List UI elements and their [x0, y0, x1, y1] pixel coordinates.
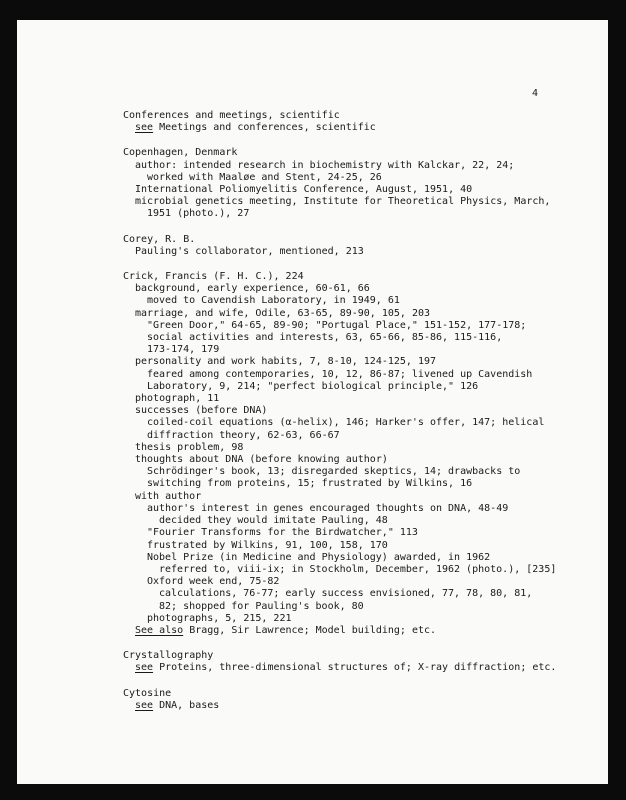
entry-subline — [123, 172, 563, 184]
entry-heading: Cytosine — [123, 687, 172, 699]
entry-heading: Conferences and meetings, scientific — [123, 110, 340, 121]
entry-subline — [123, 442, 563, 454]
cross-reference-label: See also — [135, 624, 184, 636]
subline-text: Oxford week end, 75-82 — [147, 576, 280, 588]
entry-subline — [123, 208, 563, 220]
entry-subline — [123, 369, 563, 381]
cross-reference-label: see — [135, 699, 154, 711]
entry-subline — [123, 700, 563, 712]
entry-subline — [123, 503, 563, 515]
entry-subline — [123, 552, 563, 564]
subline-text: successes (before DNA) — [135, 405, 268, 417]
subline-text: photographs, 5, 215, 221 — [147, 612, 292, 624]
entry-subline — [123, 466, 563, 478]
subline-text: thoughts about DNA (before knowing author) — [135, 454, 388, 466]
subline-text: Laboratory, 9, 214; "perfect biological principle," 126 — [147, 380, 479, 392]
entry-subline — [123, 515, 563, 527]
cross-reference-label: see — [135, 662, 154, 674]
index-entry — [123, 688, 563, 712]
entry-subline — [123, 478, 563, 490]
cross-reference-label: see — [135, 122, 154, 134]
entry-subline — [123, 564, 563, 576]
subline-text: microbial genetics meeting, Institute for Theoretical Physics, March, — [135, 196, 551, 208]
subline-text: feared among contemporaries, 10, 12, 86-87; livened up Cavendish — [147, 368, 533, 380]
entry-heading: Copenhagen, Denmark — [123, 147, 238, 159]
subline-text: DNA, bases — [153, 699, 220, 711]
entry-subline — [123, 344, 563, 356]
entry-subline — [123, 405, 563, 417]
entry-heading: Corey, R. B. — [123, 233, 196, 245]
subline-text: International Poliomyelitis Conference, August, 1951, 40 — [135, 184, 473, 196]
index-entry — [123, 650, 563, 674]
entry-subline — [123, 625, 563, 637]
subline-text: 173-174, 179 — [147, 344, 220, 356]
subline-text: social activities and interests, 63, 65-66, 85-86, 115-116, — [147, 332, 503, 344]
entry-subline — [123, 122, 563, 134]
subline-text: Pauling's collaborator, mentioned, 213 — [135, 245, 364, 257]
entry-subline — [123, 430, 563, 442]
subline-text: worked with Maaløe and Stent, 24-25, 26 — [147, 171, 382, 183]
entry-heading: Crystallography — [123, 650, 214, 662]
index-entry — [123, 147, 563, 220]
subline-text: decided they would imitate Pauling, 48 — [159, 515, 388, 527]
subline-text: with author — [135, 490, 202, 502]
subline-text: Schrödinger's book, 13; disregarded skeptics, 14; drawbacks to — [147, 466, 521, 478]
entry-subline — [123, 491, 563, 503]
entry-subline — [123, 540, 563, 552]
subline-text: calculations, 76-77; early success envisioned, 77, 78, 80, 81, — [159, 588, 533, 600]
entry-subline — [123, 308, 563, 320]
entry-subline — [123, 356, 563, 368]
subline-text: thesis problem, 98 — [135, 441, 244, 453]
entry-subline — [123, 196, 563, 208]
entry-subline — [123, 662, 563, 674]
entry-subline — [123, 246, 563, 258]
entry-subline — [123, 588, 563, 600]
subline-text: 82; shopped for Pauling's book, 80 — [159, 600, 364, 612]
subline-text: coiled-coil equations (α-helix), 146; Harker's offer, 147; helical — [147, 417, 545, 429]
entry-subline — [123, 601, 563, 613]
entry-subline — [123, 332, 563, 344]
subline-text: frustrated by Wilkins, 91, 100, 158, 170 — [147, 539, 388, 551]
subline-text: Bragg, Sir Lawrence; Model building; etc. — [183, 624, 437, 636]
subline-text: author's interest in genes encouraged thoughts on DNA, 48-49 — [147, 502, 509, 514]
entry-subline — [123, 393, 563, 405]
entry-subline — [123, 381, 563, 393]
index-content — [123, 110, 563, 725]
entry-subline — [123, 295, 563, 307]
subline-text: "Green Door," 64-65, 89-90; "Portugal Place," 151-152, 177-178; — [147, 319, 527, 331]
subline-text: Meetings and conferences, scientific — [153, 122, 376, 134]
index-entry — [123, 110, 563, 134]
entry-subline — [123, 417, 563, 429]
subline-text: background, early experience, 60-61, 66 — [135, 283, 370, 295]
subline-text: photograph, 11 — [135, 393, 220, 405]
entry-subline — [123, 283, 563, 295]
subline-text: moved to Cavendish Laboratory, in 1949, 61 — [147, 295, 400, 307]
subline-text: diffraction theory, 62-63, 66-67 — [147, 429, 340, 441]
entry-subline — [123, 160, 563, 172]
entry-heading: Crick, Francis (F. H. C.), 224 — [123, 271, 304, 283]
entry-subline — [123, 613, 563, 625]
index-entry — [123, 271, 563, 637]
entry-subline — [123, 454, 563, 466]
subline-text: author: intended research in biochemistry with Kalckar, 22, 24; — [135, 159, 515, 171]
entry-subline — [123, 184, 563, 196]
page-number: 4 — [532, 88, 539, 99]
subline-text: 1951 (photo.), 27 — [147, 208, 250, 220]
subline-text: referred to, viii-ix; in Stockholm, December, 1962 (photo.), [235] — [159, 563, 557, 575]
subline-text: personality and work habits, 7, 8-10, 124-125, 197 — [135, 356, 437, 368]
subline-text: marriage, and wife, Odile, 63-65, 89-90, 105, 203 — [135, 307, 431, 319]
subline-text: switching from proteins, 15; frustrated by Wilkins, 16 — [147, 478, 473, 490]
entry-subline — [123, 527, 563, 539]
subline-text: "Fourier Transforms for the Birdwatcher," 113 — [147, 527, 418, 539]
index-entry — [123, 234, 563, 258]
entry-subline — [123, 320, 563, 332]
subline-text: Nobel Prize (in Medicine and Physiology) awarded, in 1962 — [147, 551, 491, 563]
subline-text: Proteins, three-dimensional structures of; X-ray diffraction; etc. — [153, 662, 557, 674]
entry-subline — [123, 576, 563, 588]
